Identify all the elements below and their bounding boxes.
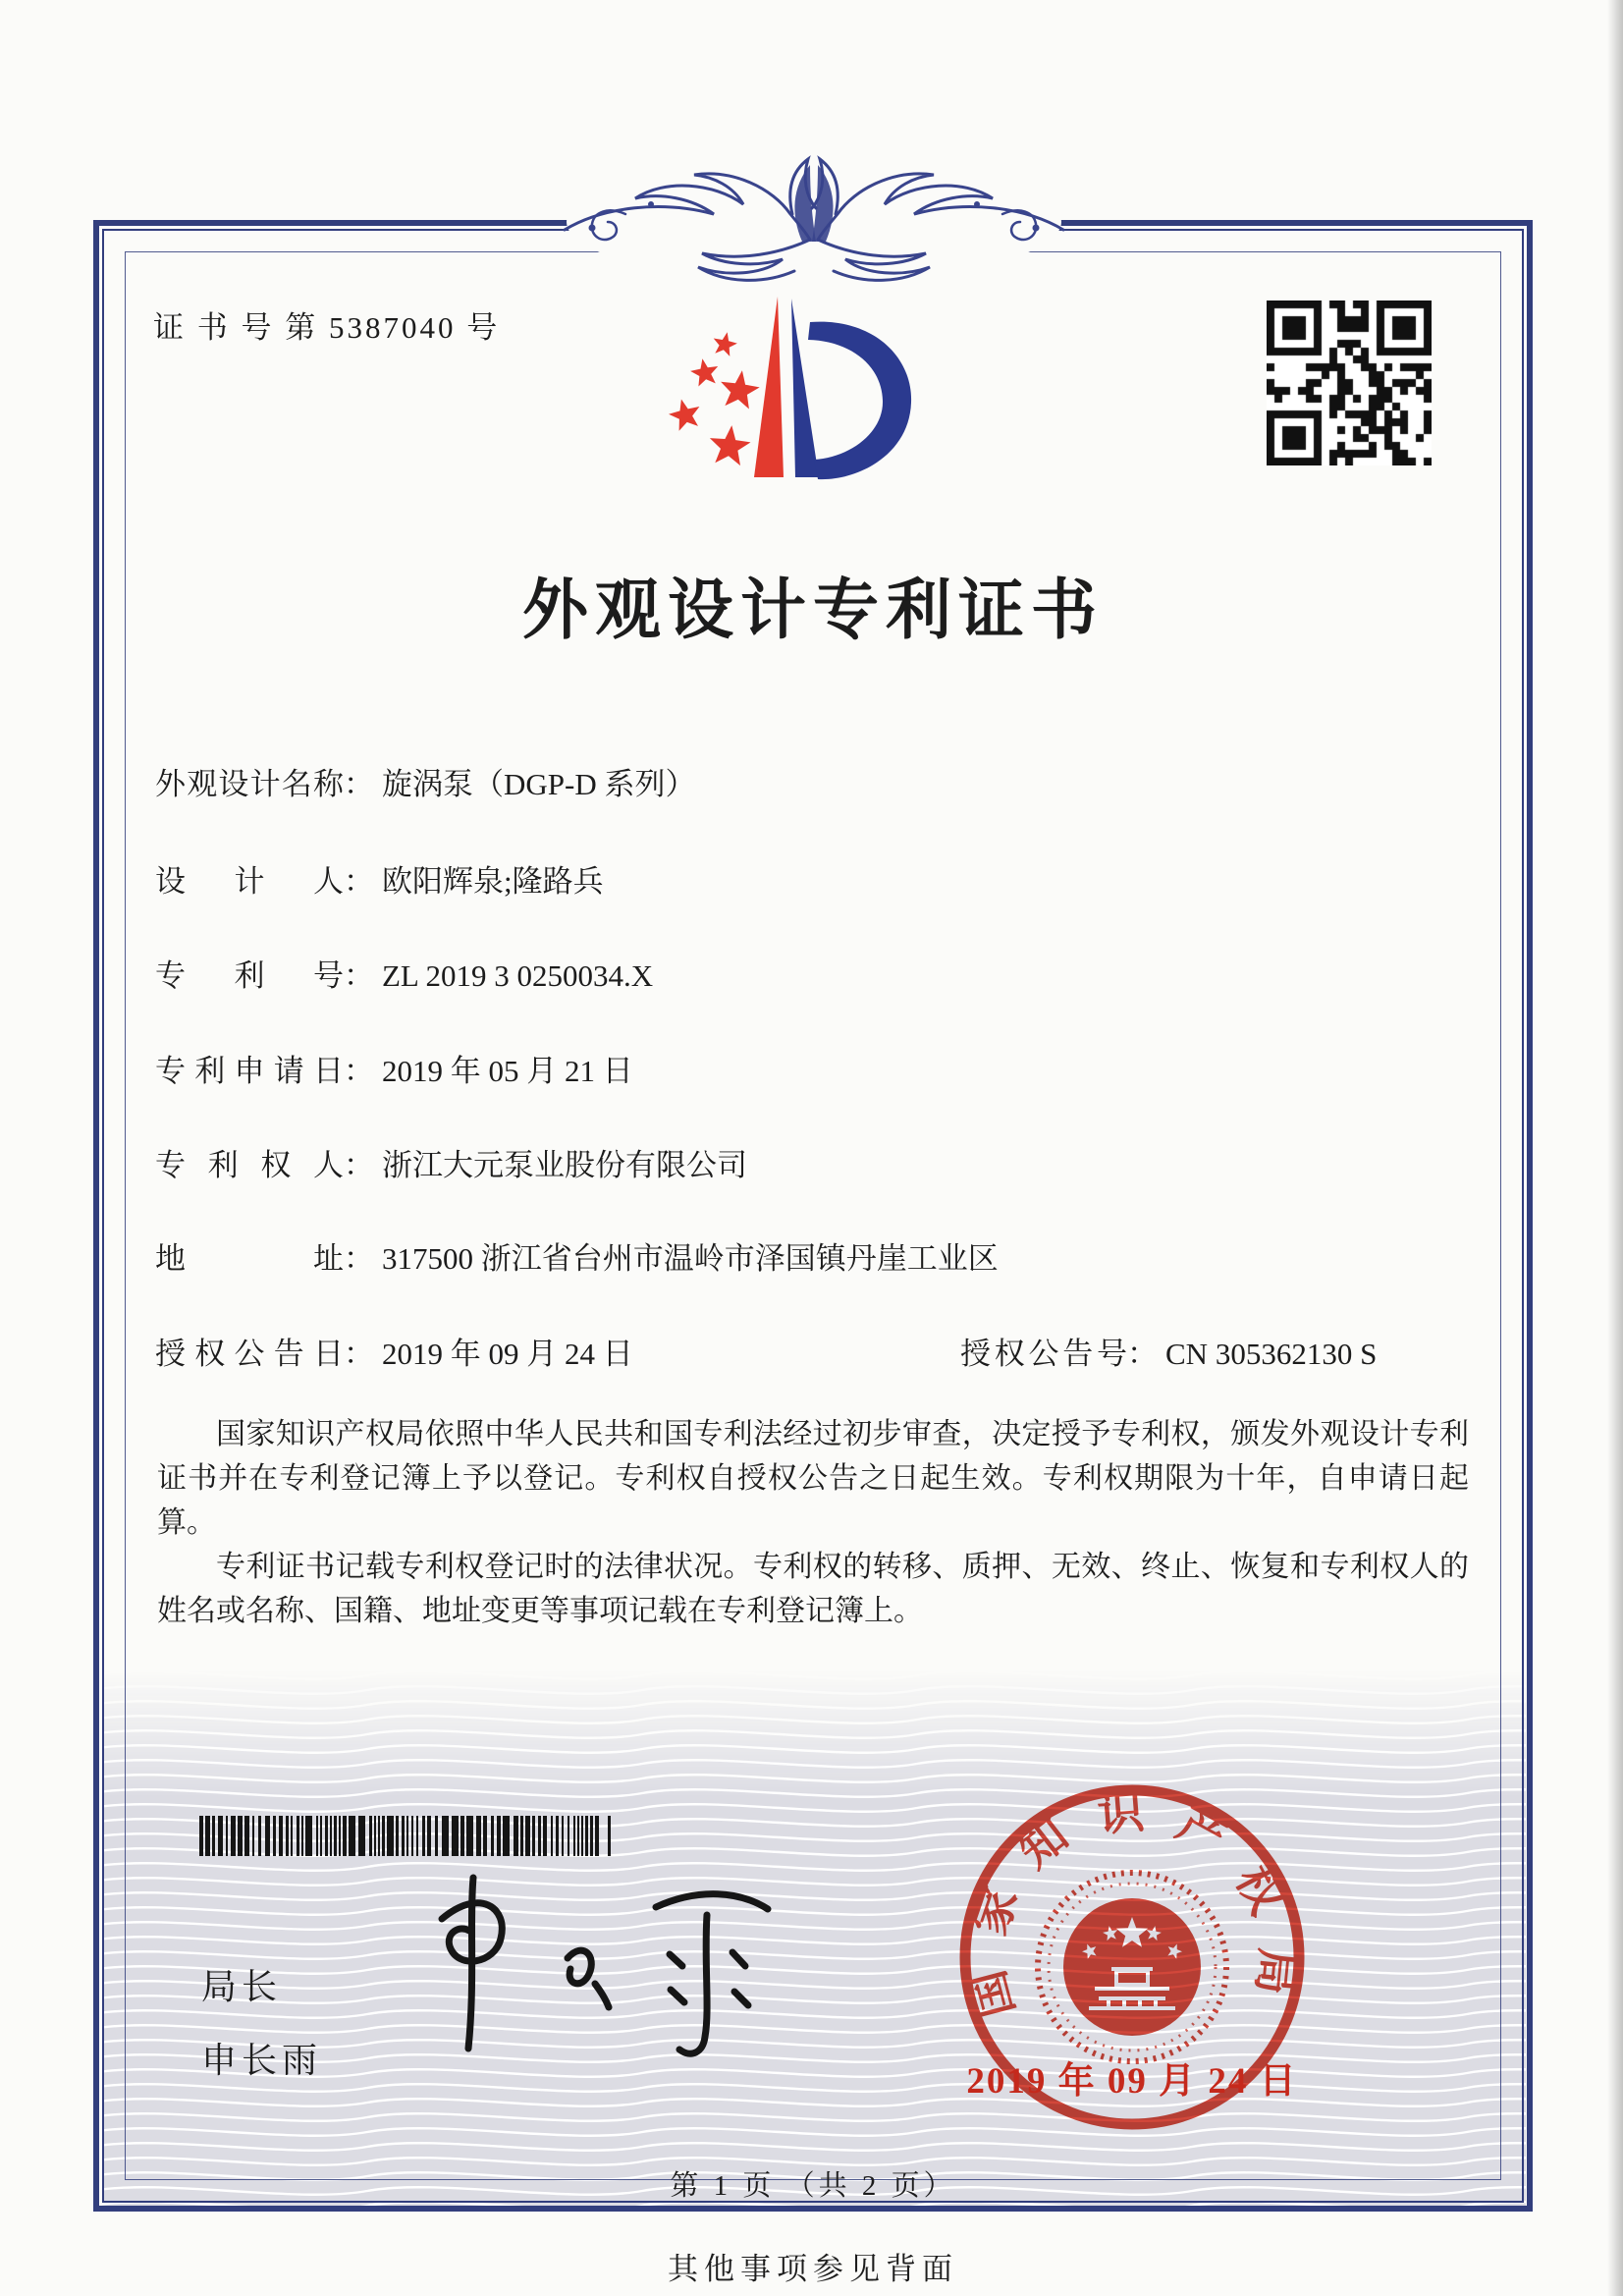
- field-row-address: 地址： 317500 浙江省台州市温岭市泽国镇丹崖工业区: [155, 1233, 999, 1278]
- field-label: 地址: [155, 1241, 344, 1276]
- field-label: 专利权人: [155, 1148, 344, 1182]
- qr-code: [1267, 301, 1432, 465]
- field-value: 2019 年 09 月 24 日: [382, 1337, 633, 1371]
- field-value: 旋涡泵（DGP-D 系列）: [382, 767, 696, 801]
- grant-number-label: 授权公告号: [960, 1337, 1127, 1371]
- certificate-number: 证 书 号 第 5387040 号: [153, 310, 501, 345]
- field-value: 317500 浙江省台州市温岭市泽国镇丹崖工业区: [382, 1241, 999, 1276]
- field-label: 专利申请日: [155, 1054, 344, 1088]
- signature-handwriting: [412, 1864, 825, 2075]
- field-value: 2019 年 05 月 21 日: [382, 1054, 633, 1088]
- logo-stars: [669, 332, 760, 465]
- field-row-patent-number: 专利号： ZL 2019 3 0250034.X: [155, 951, 653, 995]
- barcode: [199, 1816, 611, 1856]
- grant-number-pair: 授权公告号： CN 305362130 S: [960, 1329, 1377, 1373]
- body-paragraph: 专利证书记载专利权登记时的法律状况。专利权的转移、质押、无效、终止、恢复和专利权人的姓名或名称、国籍、地址变更等事项记载在专利登记簿上。: [157, 1551, 1469, 1627]
- seal-ring-text: 国家知识产权局: [962, 1786, 1303, 2023]
- field-label: 外观设计名称: [155, 767, 344, 801]
- top-ornament: [545, 143, 1083, 310]
- page-number: 第 1 页 （共 2 页）: [670, 2170, 956, 2202]
- field-row-patentee: 专利权人： 浙江大元泵业股份有限公司: [155, 1140, 747, 1184]
- seal-date: 2019 年 09 月 24 日: [966, 2061, 1298, 2102]
- field-label: 专利号: [155, 958, 344, 993]
- national-emblem-icon: [1038, 1873, 1226, 2061]
- grant-number-value: CN 305362130 S: [1165, 1337, 1378, 1371]
- field-value: 欧阳辉泉;隆路兵: [382, 864, 604, 899]
- field-value: 浙江大元泵业股份有限公司: [382, 1148, 747, 1182]
- field-row-designer: 设计人： 欧阳辉泉;隆路兵: [155, 856, 604, 901]
- certificate-title: 外观设计专利证书: [522, 574, 1104, 647]
- field-row-design-name: 外观设计名称： 旋涡泵（DGP-D 系列）: [155, 759, 695, 803]
- field-row-filing-date: 专利申请日： 2019 年 05 月 21 日: [155, 1046, 633, 1090]
- field-label: 授权公告日: [155, 1337, 344, 1371]
- legal-text-block: [157, 1412, 1469, 1633]
- signer-title: 局长: [201, 1967, 283, 2006]
- logo-d-bowl: [808, 322, 911, 480]
- field-label: 设计人: [155, 864, 344, 899]
- signer-name: 申长雨: [201, 2041, 323, 2080]
- field-row-grant-date: 授权公告日： 2019 年 09 月 24 日 授权公告号： CN 305362130 S: [155, 1329, 633, 1373]
- logo-red-wedge: [754, 297, 784, 477]
- field-value: ZL 2019 3 0250034.X: [382, 958, 654, 993]
- back-note: 其他事项参见背面: [668, 2252, 958, 2286]
- body-paragraph: 国家知识产权局依照中华人民共和国专利法经过初步审查，决定授予专利权，颁发外观设计专利证书并在专利登记簿上予以登记。专利权自授权公告之日起生效。专利权期限为十年，自申请日起算。: [157, 1418, 1469, 1539]
